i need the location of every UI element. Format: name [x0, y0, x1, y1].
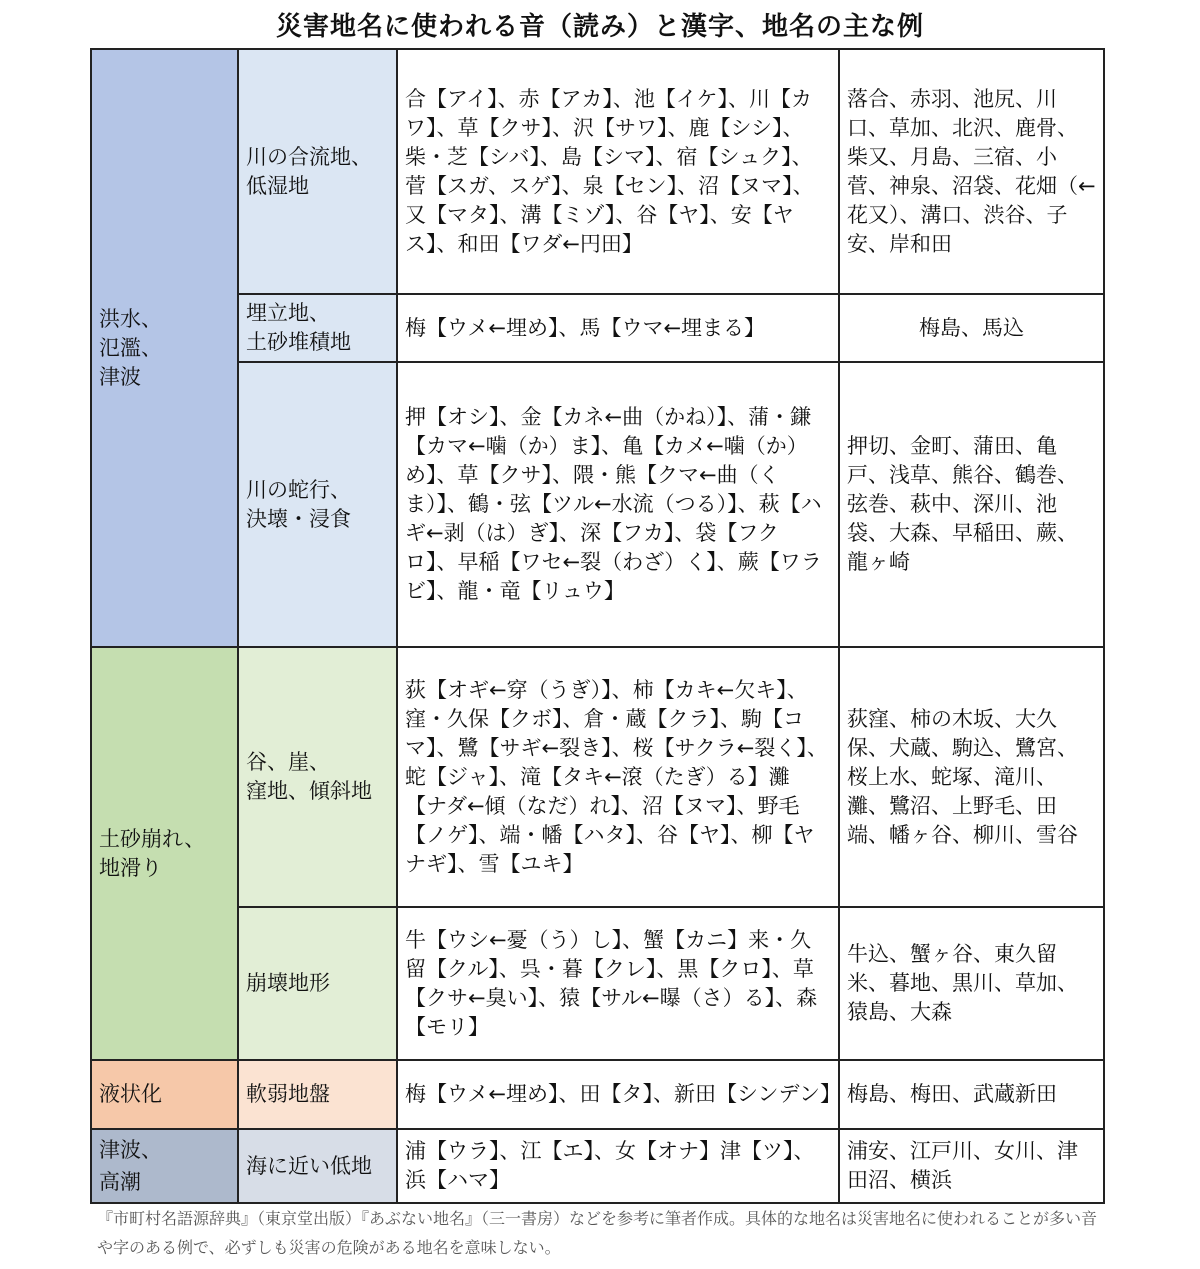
table-row — [91, 1060, 1104, 1129]
table-row — [91, 49, 1104, 294]
terrain-cell: 川の合流地、 低湿地 — [238, 49, 397, 294]
table-row — [91, 647, 1104, 907]
terrain-cell: 海に近い低地 — [238, 1129, 397, 1203]
category-flood: 洪水、 氾濫、 津波 — [91, 49, 238, 647]
terrain-cell: 川の蛇行、 決壊・浸食 — [238, 362, 397, 647]
terrain-cell: 崩壊地形 — [238, 907, 397, 1060]
category-liquefaction: 液状化 — [91, 1060, 238, 1129]
category-tsunami-storm-surge: 津波、 高潮 — [91, 1129, 238, 1203]
terrain-cell: 埋立地、 土砂堆積地 — [238, 294, 397, 362]
kanji-reading-cell: 荻【オギ←穿（うぎ）】、柿【カキ←欠キ】、窪・久保【クボ】、倉・蔵【クラ】、駒【コマ】、鷺【サギ←裂き】、桜【サクラ←裂く】、蛇【ジャ】、滝【タキ←滾（たぎ）る】灘【ナダ←傾（なだ）れ】、沼【ヌマ】、野毛【ノゲ】、端・幡【ハタ】、谷【ヤ】、柳【ヤナギ】、雪【ユキ】 — [397, 647, 839, 907]
table-row — [91, 1129, 1104, 1203]
place-examples-cell: 浦安、江戸川、女川、津田沼、横浜 — [839, 1129, 1104, 1203]
category-landslide: 土砂崩れ、 地滑り — [91, 647, 238, 1060]
kanji-reading-cell: 梅【ウメ←埋め】、馬【ウマ←埋まる】 — [397, 294, 839, 362]
place-examples-cell: 押切、金町、蒲田、亀戸、浅草、熊谷、鶴巻、弦巻、萩中、深川、池袋、大森、早稲田、蕨、龍ヶ崎 — [839, 362, 1104, 647]
kanji-reading-cell: 牛【ウシ←憂（う）し】、蟹【カニ】来・久留【クル】、呉・暮【クレ】、黒【クロ】、草【クサ←臭い】、猿【サル←曝（さ）る】、森【モリ】 — [397, 907, 839, 1060]
table-row — [91, 907, 1104, 1060]
terrain-cell: 谷、崖、 窪地、傾斜地 — [238, 647, 397, 907]
table-row — [91, 294, 1104, 362]
kanji-reading-cell: 梅【ウメ←埋め】、田【タ】、新田【シンデン】 — [397, 1060, 839, 1129]
terrain-cell: 軟弱地盤 — [238, 1060, 397, 1129]
kanji-reading-cell: 合【アイ】、赤【アカ】、池【イケ】、川【カワ】、草【クサ】、沢【サワ】、鹿【シシ】、柴・芝【シバ】、島【シマ】、宿【シュク】、菅【スガ、スゲ】、泉【セン】、沼【ヌマ】、又【マタ】、溝【ミゾ】、谷【ヤ】、安【ヤス】、和田【ワダ←円田】 — [397, 49, 839, 294]
place-examples-cell: 荻窪、柿の木坂、大久保、犬蔵、駒込、鷺宮、桜上水、蛇塚、滝川、灘、鷺沼、上野毛、田端、幡ヶ谷、柳川、雪谷 — [839, 647, 1104, 907]
table-row — [91, 362, 1104, 647]
source-footnote: 『市町村名語源辞典』（東京堂出版）『あぶない地名』（三一書房）などを参考に筆者作成。具体的な地名は災害地名に使われることが多い音や字のある例で、必ずしも災害の危険がある地名を意味しない。 — [97, 1209, 1098, 1257]
place-examples-cell: 落合、赤羽、池尻、川口、草加、北沢、鹿骨、柴又、月島、三宿、小菅、神泉、沼袋、花畑（←花又）、溝口、渋谷、子安、岸和田 — [839, 49, 1104, 294]
table-title: 災害地名に使われる音（読み）と漢字、地名の主な例 — [275, 12, 924, 42]
place-examples-cell: 梅島、梅田、武蔵新田 — [839, 1060, 1104, 1129]
kanji-reading-cell: 押【オシ】、金【カネ←曲（かね）】、蒲・鎌【カマ←噛（か）ま】、亀【カメ←噛（か）め】、草【クサ】、隈・熊【クマ←曲（くま）】、鶴・弦【ツル←水流（つる）】、萩【ハギ←剥（は）ぎ】、深【フカ】、袋【フクロ】、早稲【ワセ←裂（わざ）く】、蕨【ワラビ】、龍・竜【リュウ】 — [397, 362, 839, 647]
disaster-place-names-table — [90, 48, 1105, 1204]
place-examples-cell: 梅島、馬込 — [839, 294, 1104, 362]
kanji-reading-cell: 浦【ウラ】、江【エ】、女【オナ】津【ツ】、浜【ハマ】 — [397, 1129, 839, 1203]
place-examples-cell: 牛込、蟹ヶ谷、東久留米、暮地、黒川、草加、猿島、大森 — [839, 907, 1104, 1060]
